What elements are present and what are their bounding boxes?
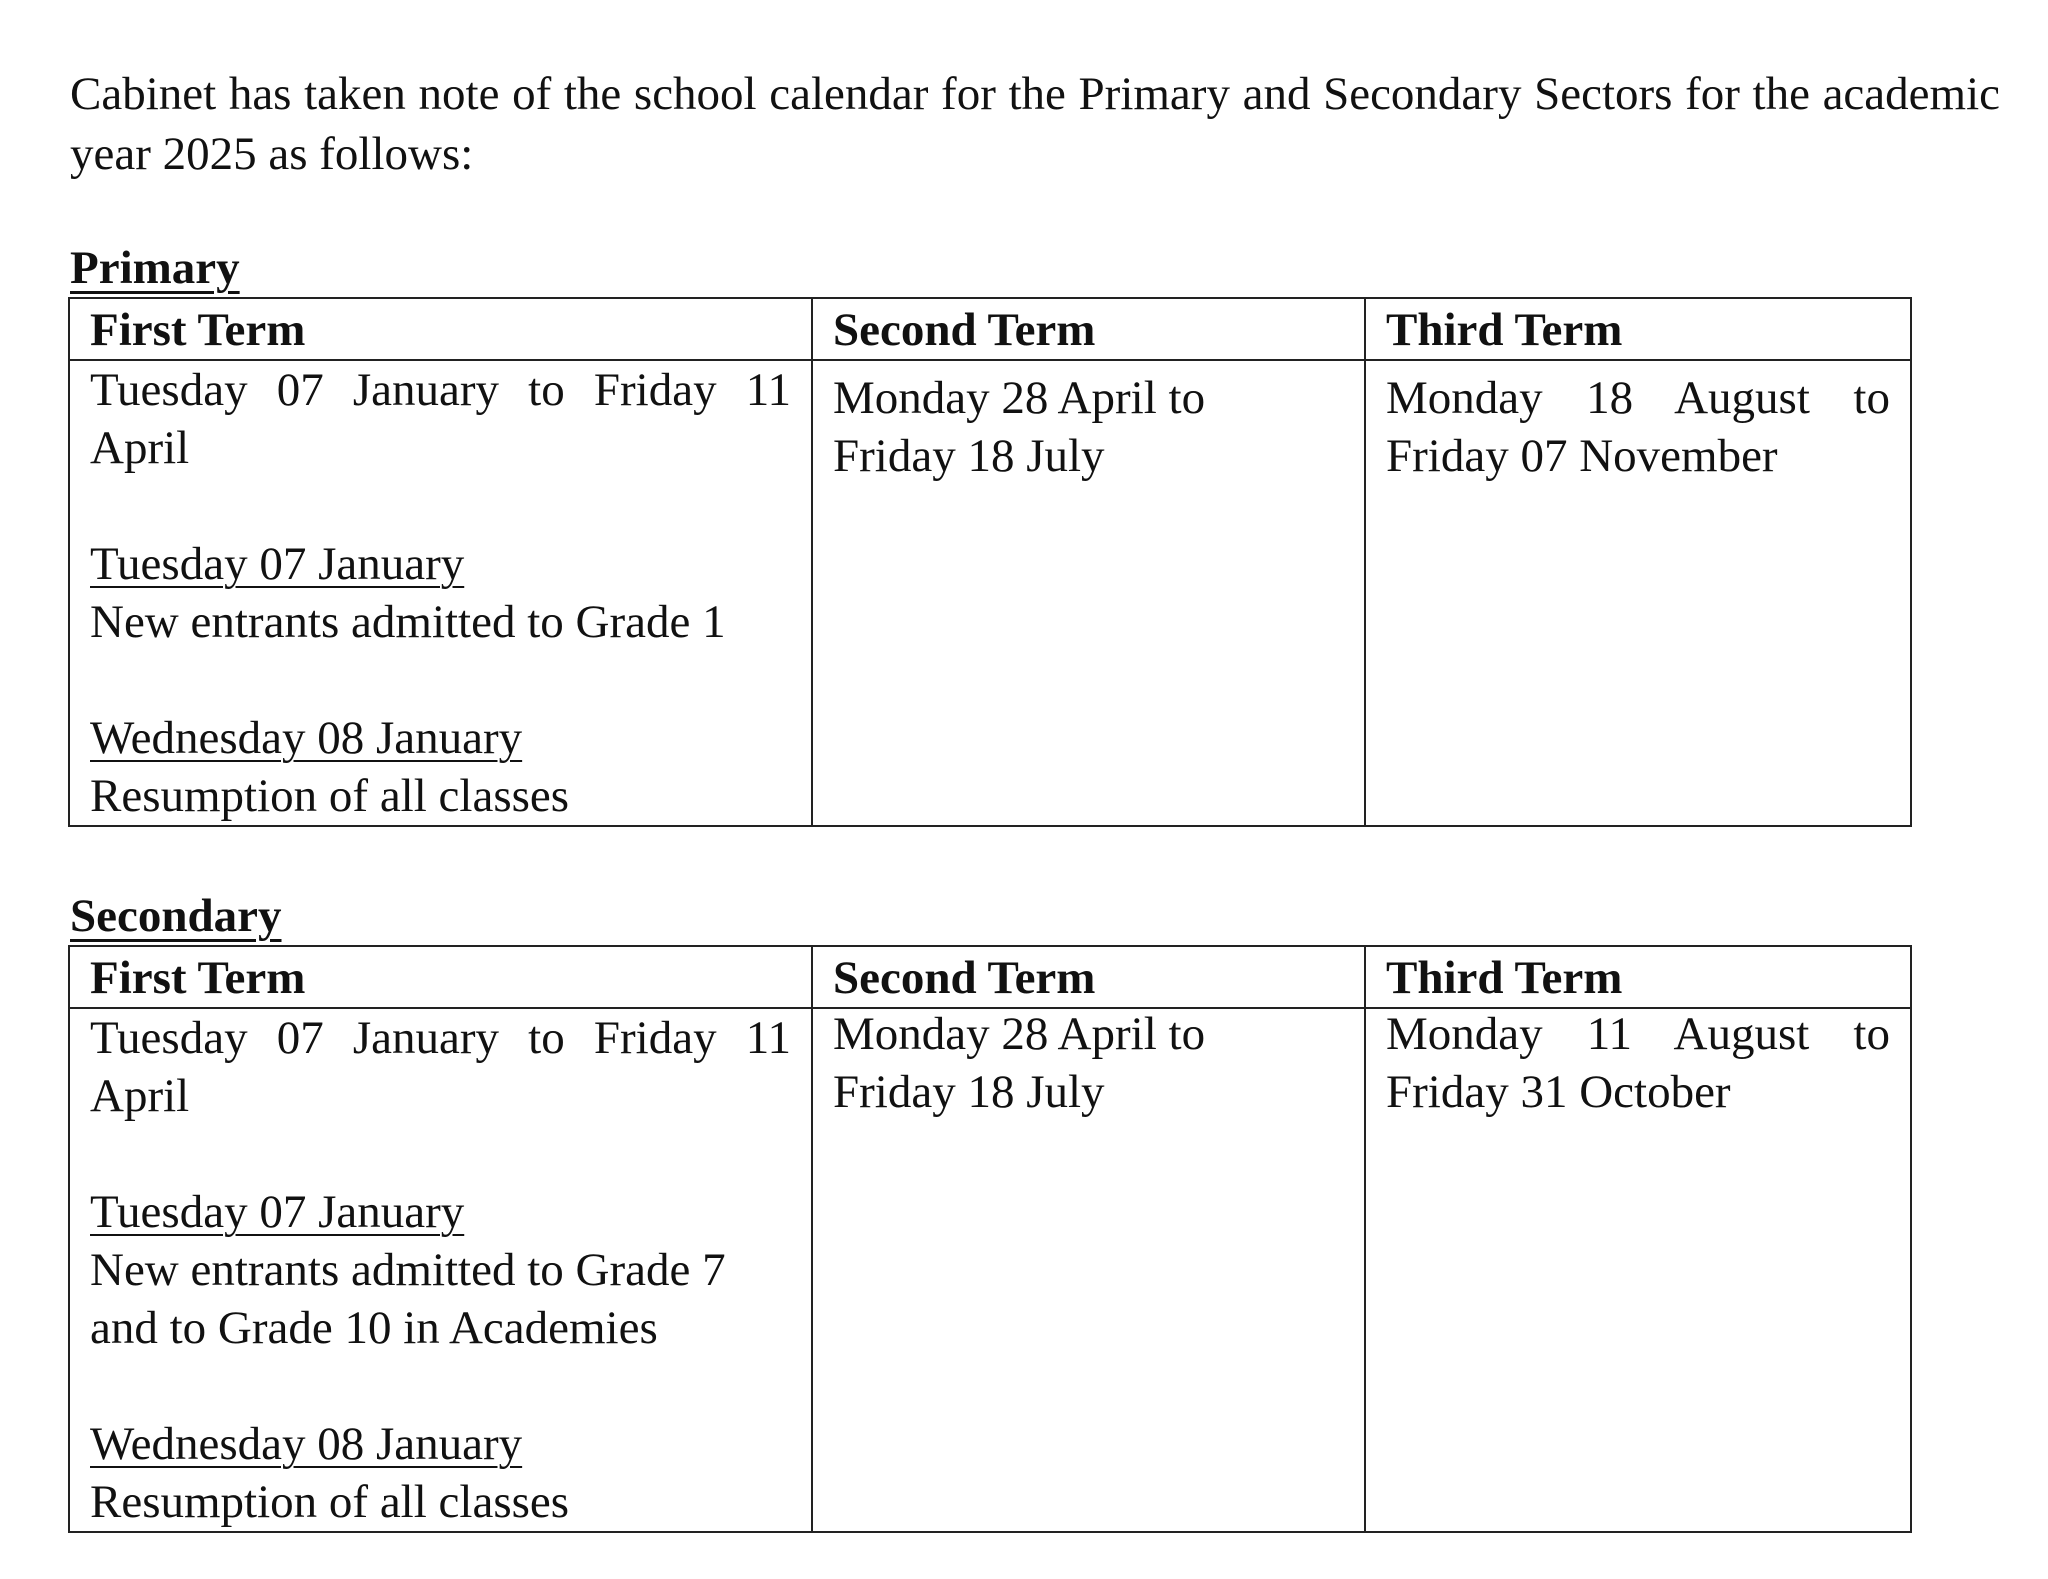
primary-first-term-cell [69, 360, 812, 826]
primary-first-term-range-line1: Tuesday 07 January to Friday 11 [90, 364, 791, 416]
secondary-event2-desc: Resumption of all classes [90, 1476, 570, 1528]
secondary-section-title: Secondary [70, 890, 282, 942]
header-first-term: First Term [69, 946, 812, 1008]
header-second-term: Second Term [812, 298, 1365, 360]
intro-paragraph: Cabinet has taken note of the school calendar for the Primary and Secondary Sectors for the academic year 2025 as follows: [70, 68, 2000, 180]
secondary-event2-date: Wednesday 08 January [90, 1418, 523, 1470]
primary-second-term-line1: Monday 28 April to [833, 372, 1206, 424]
secondary-calendar-table [68, 945, 1912, 1533]
secondary-first-term-range-line2: April [90, 1070, 190, 1122]
table-header-row [69, 298, 1911, 360]
header-first-term: First Term [69, 298, 812, 360]
secondary-third-term-line2: Friday 31 October [1386, 1066, 1731, 1118]
secondary-event1-date: Tuesday 07 January [90, 1186, 465, 1238]
primary-event2-date: Wednesday 08 January [90, 712, 523, 764]
primary-event2-desc: Resumption of all classes [90, 770, 570, 822]
primary-third-term-line1: Monday 18 August to [1386, 372, 1890, 424]
primary-first-term-range-line2: April [90, 422, 190, 474]
secondary-first-term-range-line1: Tuesday 07 January to Friday 11 [90, 1012, 791, 1064]
secondary-second-term-line1: Monday 28 April to [833, 1008, 1206, 1060]
secondary-event1-desc-line2: and to Grade 10 in Academies [90, 1302, 658, 1354]
secondary-third-term-line1: Monday 11 August to [1386, 1008, 1890, 1060]
primary-event1-date: Tuesday 07 January [90, 538, 465, 590]
primary-calendar-table [68, 297, 1912, 827]
secondary-second-term-cell [812, 1008, 1365, 1532]
primary-section-title: Primary [70, 242, 240, 294]
primary-event1-desc: New entrants admitted to Grade 1 [90, 596, 726, 648]
primary-third-term-cell [1365, 360, 1911, 826]
header-third-term: Third Term [1365, 298, 1911, 360]
secondary-event1-desc-line1: New entrants admitted to Grade 7 [90, 1244, 726, 1296]
header-third-term: Third Term [1365, 946, 1911, 1008]
primary-second-term-line2: Friday 18 July [833, 430, 1105, 482]
secondary-second-term-line2: Friday 18 July [833, 1066, 1105, 1118]
secondary-third-term-cell [1365, 1008, 1911, 1532]
secondary-first-term-cell [69, 1008, 812, 1532]
header-second-term: Second Term [812, 946, 1365, 1008]
primary-second-term-cell [812, 360, 1365, 826]
table-header-row [69, 946, 1911, 1008]
table-row [69, 360, 1911, 826]
table-row [69, 1008, 1911, 1532]
primary-third-term-line2: Friday 07 November [1386, 430, 1778, 482]
